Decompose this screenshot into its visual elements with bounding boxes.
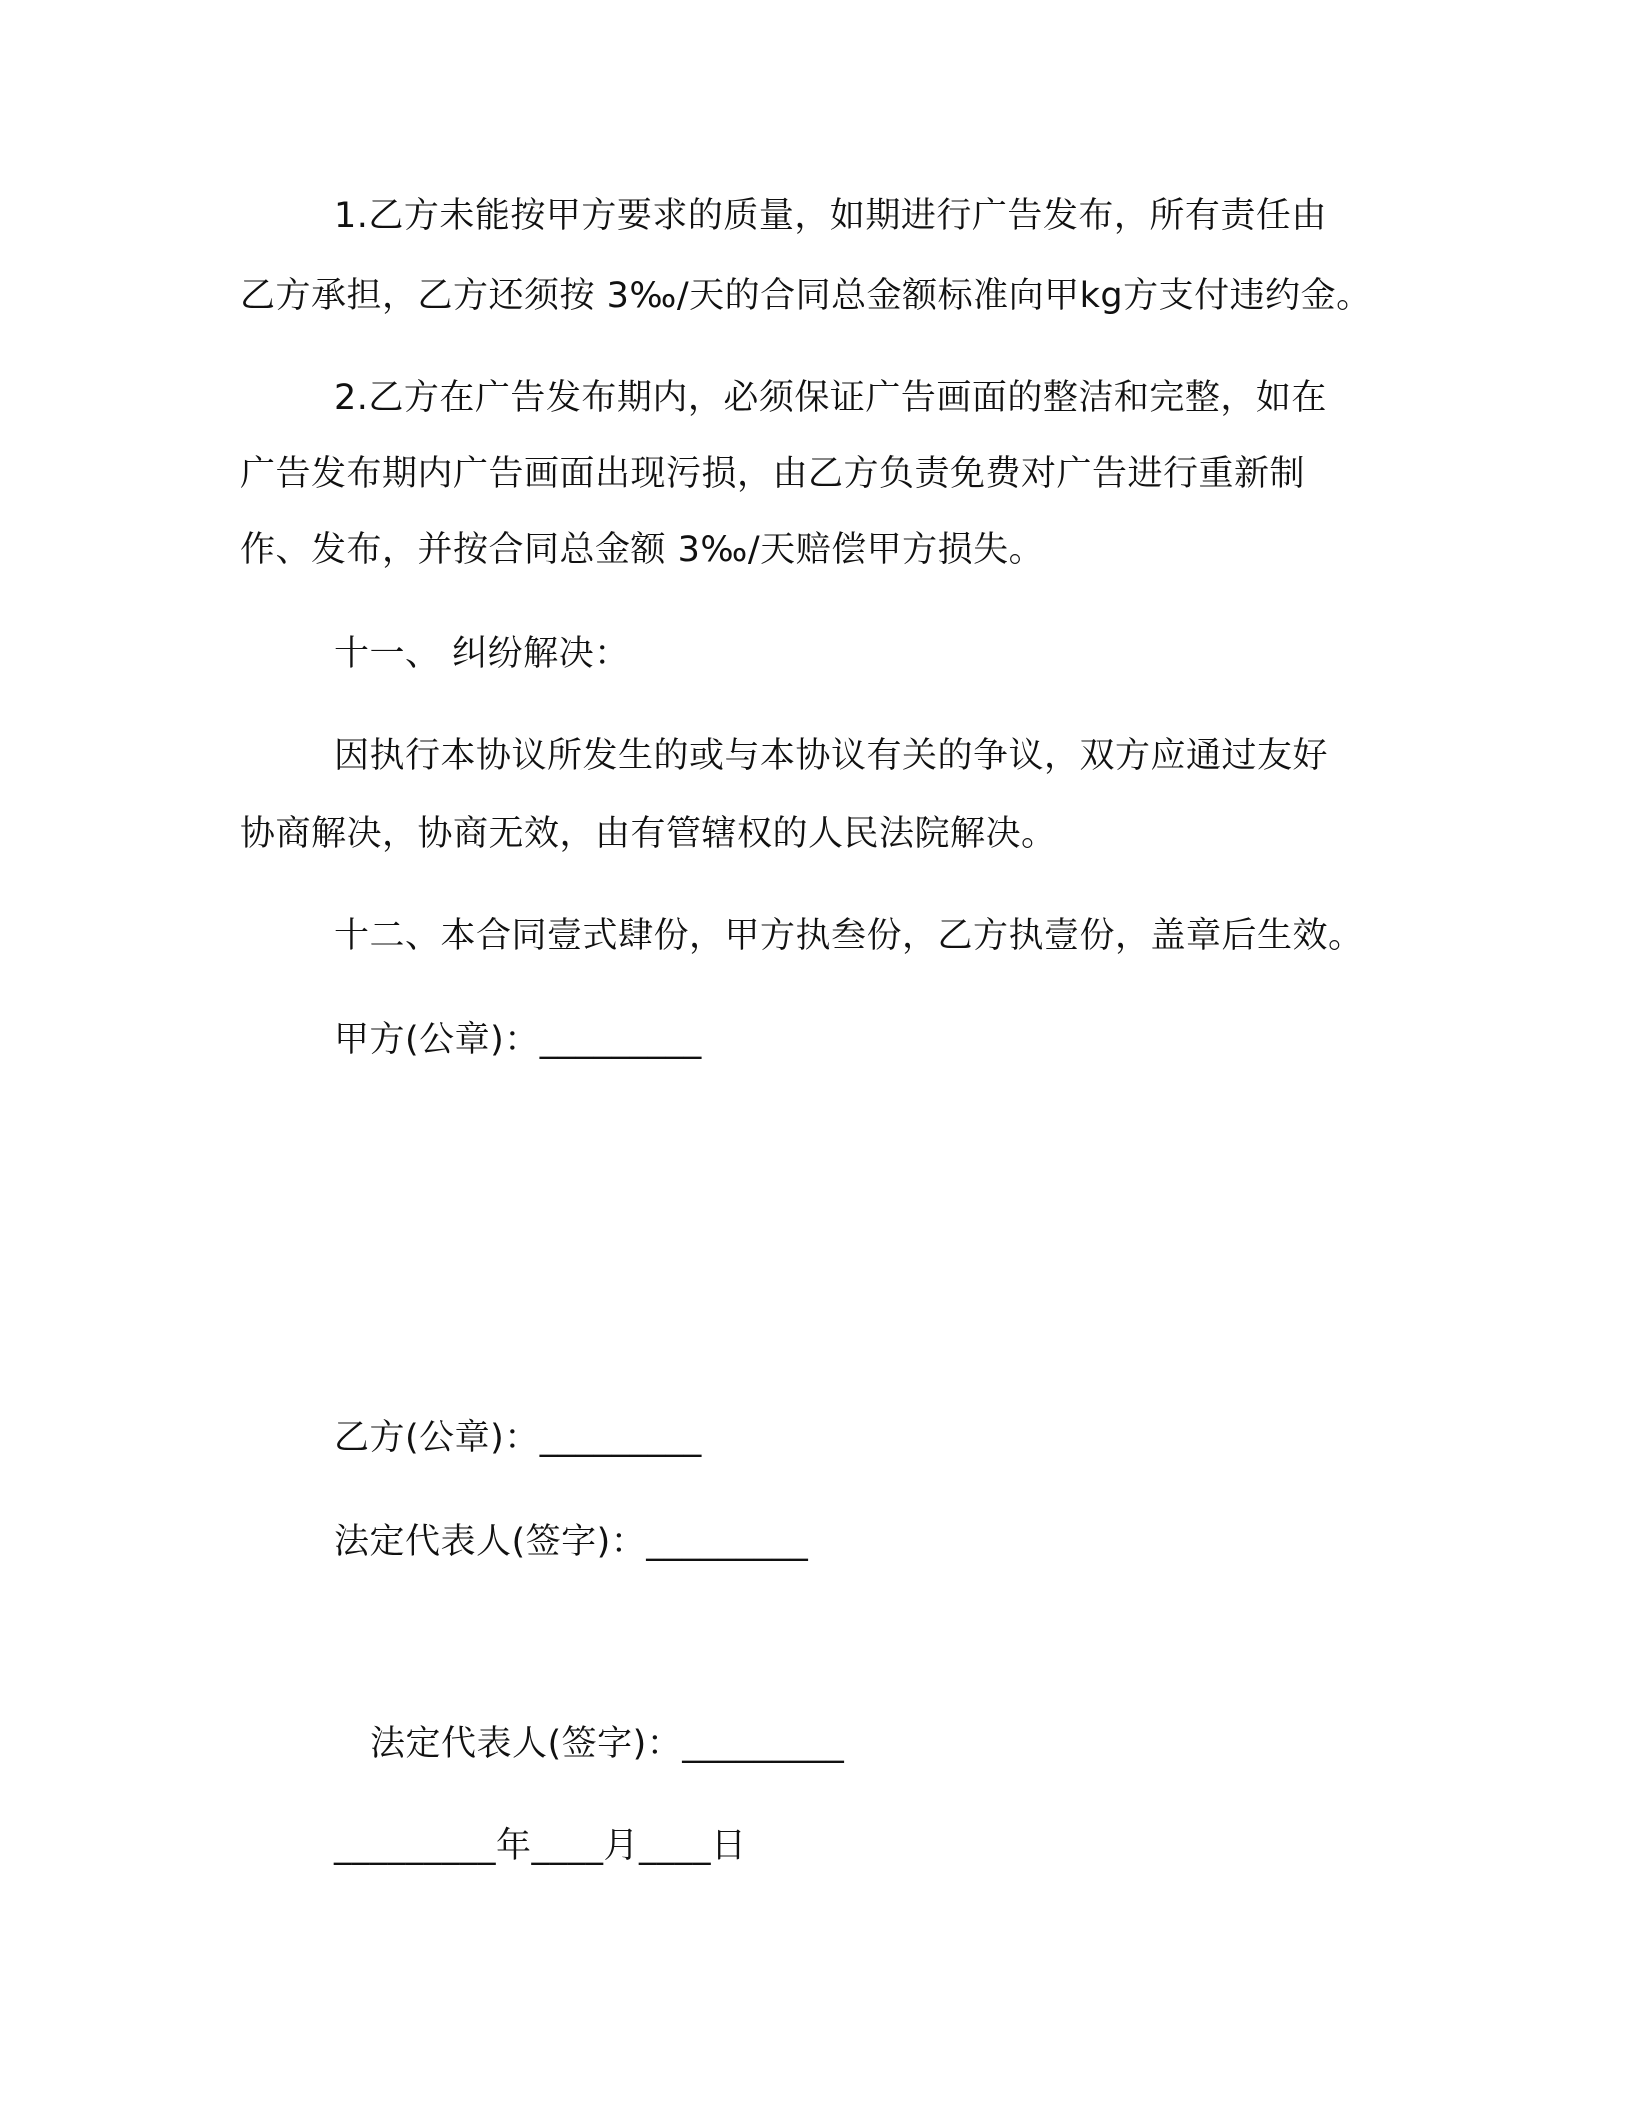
clause-2-line-3: 作、发布，并按合同总金额 3‰/天赔偿甲方损失。 (240, 530, 1045, 570)
clause-2-line-2: 广告发布期内广告画面出现污损，由乙方负责免费对广告进行重新制 (240, 454, 1306, 494)
dispute-line-2: 协商解决，协商无效，由有管辖权的人民法院解决。 (240, 814, 1057, 854)
legal-representative-line-2: 法定代表人(签字)：_________ (370, 1724, 845, 1764)
party-a-seal-line: 甲方(公章)：_________ (334, 1020, 702, 1060)
dispute-line-1: 因执行本协议所发生的或与本协议有关的争议，双方应通过友好 (334, 736, 1329, 776)
clause-2-line-1: 2.乙方在广告发布期内，必须保证广告画面的整洁和完整，如在 (334, 378, 1327, 418)
section-11-heading: 十一、 纠纷解决： (334, 634, 630, 674)
legal-representative-line-1: 法定代表人(签字)：_________ (334, 1522, 809, 1562)
party-b-seal-line: 乙方(公章)：_________ (334, 1418, 702, 1458)
section-12-line: 十二、本合同壹式肆份，甲方执叁份，乙方执壹份，盖章后生效。 (334, 916, 1364, 956)
clause-1-line-1: 1.乙方未能按甲方要求的质量，如期进行广告发布，所有责任由 (334, 196, 1327, 236)
clause-1-line-2: 乙方承担，乙方还须按 3‰/天的合同总金额标准向甲kg方支付违约金。 (240, 276, 1372, 316)
date-line: _________年____月____日 (334, 1826, 747, 1866)
